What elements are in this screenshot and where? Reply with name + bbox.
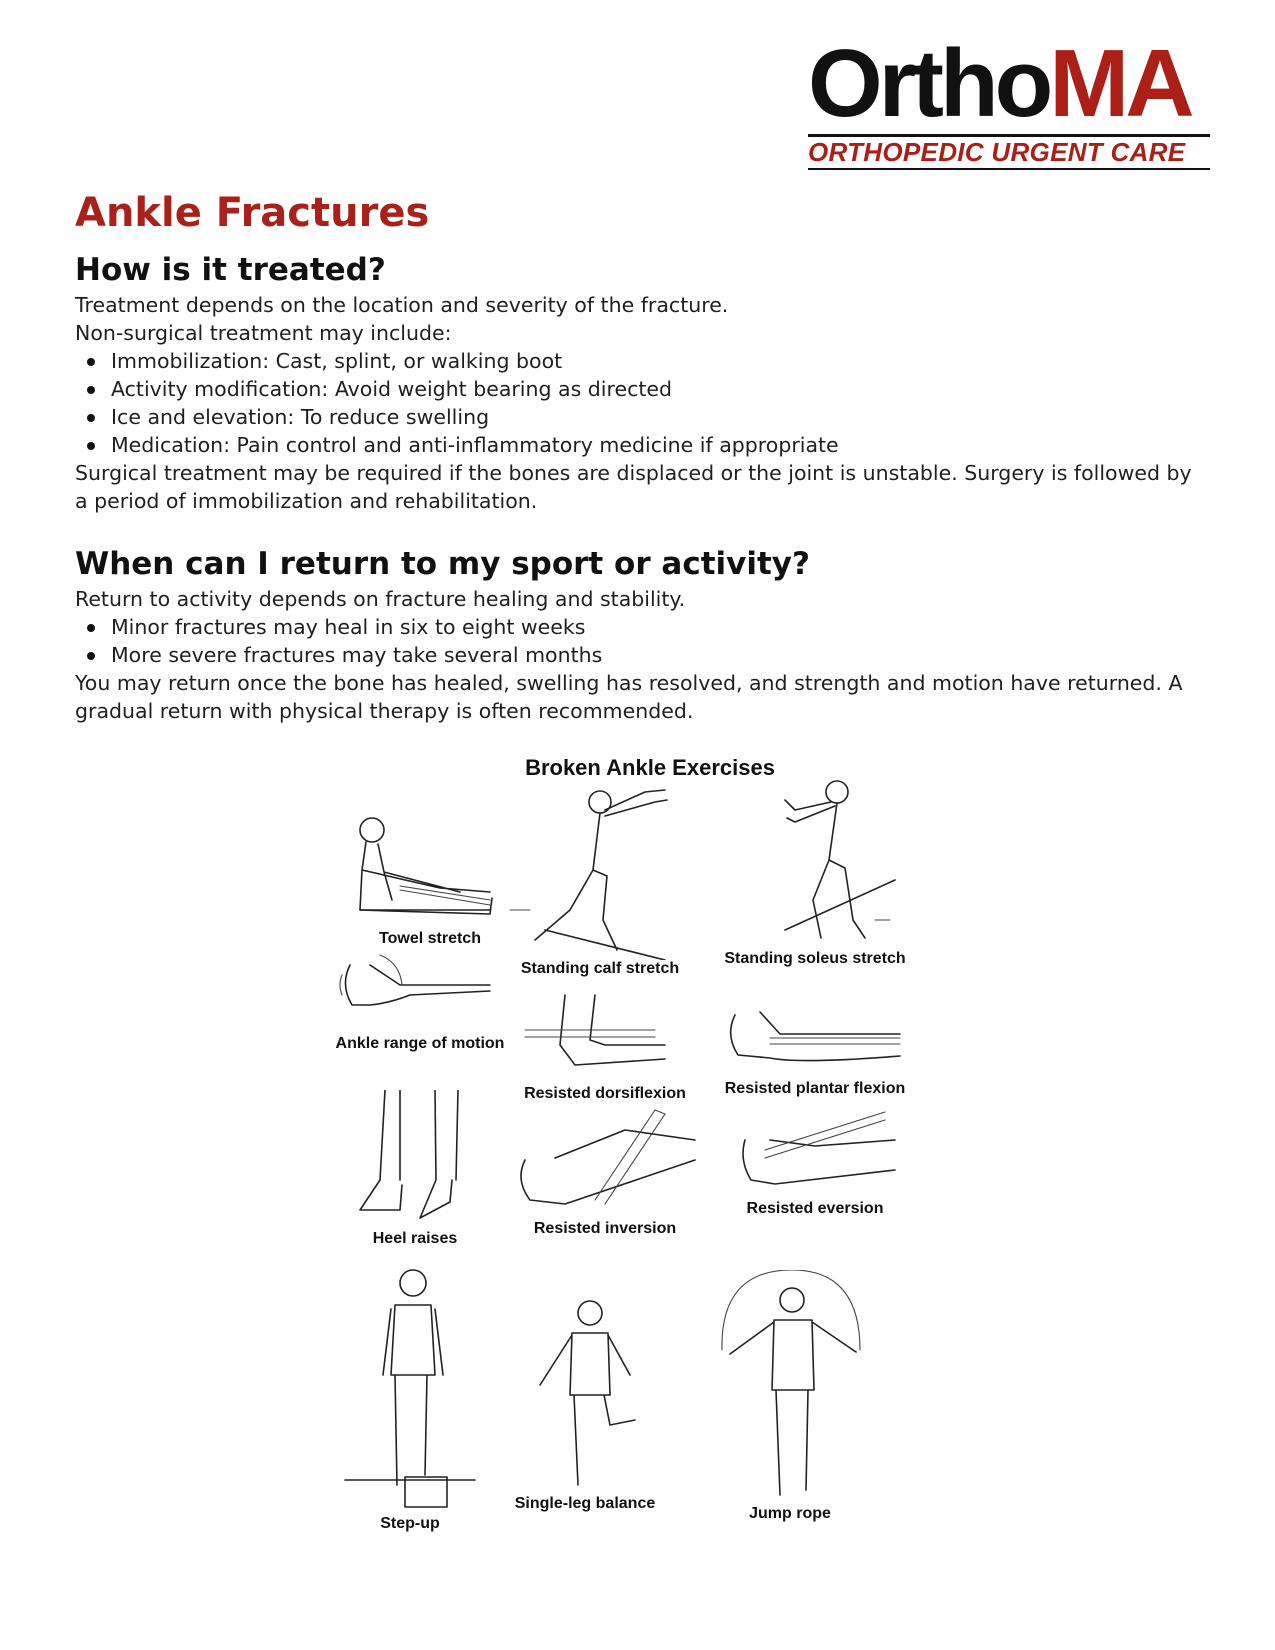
logo-rule-bottom (808, 168, 1210, 170)
exercise-label: Towel stretch (379, 930, 481, 947)
exercise-resisted-inversion (505, 1100, 705, 1238)
dorsiflexion-illustration (515, 985, 695, 1085)
page-title: Ankle Fractures (75, 190, 430, 236)
exercise-label: Single-leg balance (514, 1495, 656, 1512)
exercise-heel-raises (315, 1090, 515, 1248)
exercise-label: Ankle range of motion (335, 1035, 505, 1052)
step-up-illustration (335, 1265, 485, 1515)
exercise-resisted-plantar-flexion (715, 1000, 915, 1098)
exercise-resisted-dorsiflexion (505, 985, 705, 1103)
exercise-label: Resisted dorsiflexion (524, 1085, 686, 1102)
exercise-single-leg-balance (485, 1295, 685, 1513)
logo-wordmark (808, 30, 1213, 137)
return-closing: You may return once the bone has healed, swelling has resolved, and strength and motion have returned. A gradual return with physical therapy is often recommended. (75, 671, 1183, 723)
ankle-rom-illustration (330, 945, 510, 1035)
inversion-illustration (505, 1100, 705, 1220)
list-item: Immobilization: Cast, splint, or walking boot (111, 347, 1205, 375)
exercise-label: Resisted plantar flexion (724, 1080, 906, 1097)
single-leg-balance-illustration (500, 1295, 670, 1495)
exercise-figure (330, 755, 950, 1605)
exercise-jump-rope (690, 1270, 890, 1523)
exercise-label: Heel raises (372, 1230, 458, 1247)
exercise-label: Resisted eversion (746, 1200, 884, 1217)
jump-rope-illustration (700, 1270, 880, 1505)
list-item: Medication: Pain control and anti-inflammatory medicine if appropriate (111, 431, 1205, 459)
list-item: Activity modification: Avoid weight bearing as directed (111, 375, 1205, 403)
return-intro: Return to activity depends on fracture healing and stability. (75, 587, 686, 611)
treatment-intro-1: Treatment depends on the location and severity of the fracture. (75, 293, 729, 317)
logo-ma: MA (1049, 30, 1191, 137)
calf-stretch-illustration (505, 780, 695, 960)
exercise-label: Resisted inversion (533, 1220, 677, 1237)
return-list (75, 613, 1205, 669)
exercise-ankle-range-of-motion (320, 945, 520, 1053)
soleus-stretch-illustration (725, 770, 905, 950)
exercise-standing-soleus-stretch (715, 770, 915, 968)
exercise-label: Standing calf stretch (520, 960, 680, 977)
exercise-label: Standing soleus stretch (724, 950, 906, 967)
exercise-step-up (310, 1265, 510, 1533)
exercise-resisted-eversion (715, 1100, 915, 1218)
treatment-closing: Surgical treatment may be required if the bones are displaced or the joint is unstable. Surgery is followed by a period of immobilization and rehabilitation. (75, 461, 1192, 513)
exercise-label: Step-up (380, 1515, 440, 1532)
towel-stretch-illustration (340, 810, 520, 930)
treatment-heading: How is it treated? (75, 252, 386, 288)
exercise-label: Jump rope (749, 1505, 831, 1522)
figure-title: Broken Ankle Exercises (525, 755, 775, 780)
list-item: Minor fractures may heal in six to eight weeks (111, 613, 1205, 641)
heel-raises-illustration (340, 1090, 490, 1230)
eversion-illustration (725, 1100, 905, 1200)
exercise-standing-calf-stretch (500, 780, 700, 978)
treatment-intro-2: Non-surgical treatment may include: (75, 321, 452, 345)
logo-ortho: Ortho (808, 30, 1050, 137)
logo-subtitle: ORTHOPEDIC URGENT CARE (808, 137, 1186, 167)
list-item: More severe fractures may take several months (111, 641, 1205, 669)
list-item: Ice and elevation: To reduce swelling (111, 403, 1205, 431)
document-body (75, 185, 1205, 725)
brand-logo (808, 30, 1213, 170)
treatment-list (75, 347, 1205, 459)
return-heading: When can I return to my sport or activity? (75, 546, 810, 582)
plantar-flexion-illustration (720, 1000, 910, 1080)
